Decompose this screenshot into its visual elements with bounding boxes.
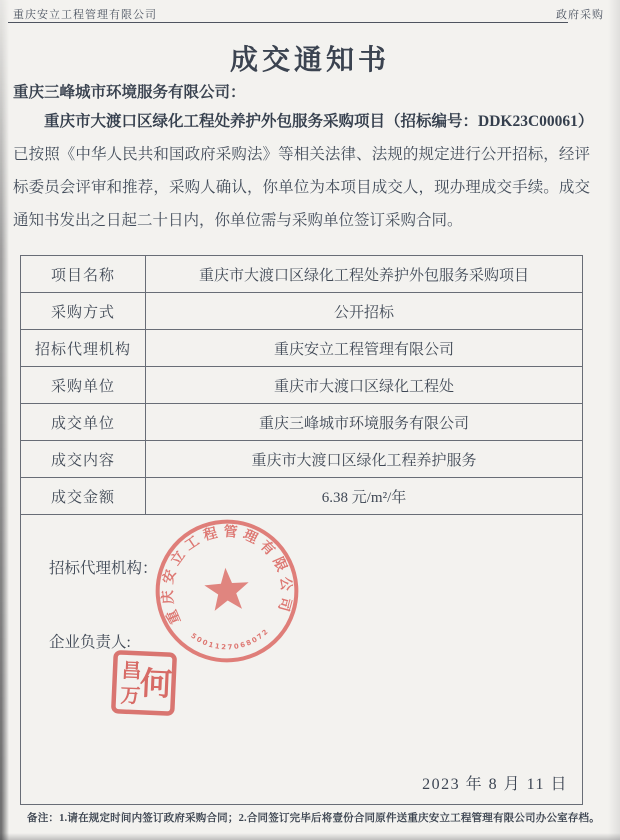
seal-char-top-left: 昌: [121, 660, 142, 683]
project-name-bold: 重庆市大渡口区绿化工程处养护外包服务采购项目（招标编号：DDK23C00061）: [44, 113, 594, 130]
row-value: 重庆市大渡口区绿化工程养护服务: [146, 441, 583, 478]
seal-code-text: 5001127068072: [189, 626, 271, 652]
company-round-seal: [142, 513, 312, 670]
table-row: [21, 404, 583, 441]
addressee-line: 重庆三峰城市环境服务有限公司：: [13, 84, 246, 101]
row-label: 招标代理机构: [21, 330, 146, 367]
scan-shadow-left: [0, 0, 9, 840]
table-row: [21, 367, 583, 404]
table-row: [21, 330, 583, 367]
row-label: 项目名称: [21, 256, 146, 293]
seal-char-right: 何: [139, 664, 173, 703]
document-date: 2023 年 8 月 11 日: [422, 776, 568, 793]
row-label: 采购单位: [21, 367, 146, 404]
signature-box: [20, 514, 583, 805]
row-value: 重庆安立工程管理有限公司: [146, 330, 583, 367]
agency-signature-label: 招标代理机构：: [49, 560, 158, 577]
row-label: 成交单位: [21, 404, 146, 441]
table-row: [21, 256, 583, 293]
row-value: 重庆三峰城市环境服务有限公司: [146, 404, 583, 441]
footer-note: 备注：1.请在规定时间内签订政府采购合同；2.合同签订完毕后将壹份合同原件送重庆安立工程管理有限公司办公室存档。: [27, 813, 600, 824]
seal-char-bottom-left: 万: [119, 684, 141, 708]
page-header: [13, 6, 604, 22]
table-row: [21, 478, 583, 515]
header-divider: [8, 22, 568, 23]
header-company-name: 重庆安立工程管理有限公司: [13, 9, 157, 21]
table-row: [21, 293, 583, 330]
row-label: 成交金额: [21, 478, 146, 515]
scan-shadow-right: [608, 0, 620, 840]
row-label: 成交内容: [21, 441, 146, 478]
scan-shadow-bottom: [0, 833, 620, 840]
table-row: [21, 441, 583, 478]
seal-company-text: 重庆安立工程管理有限公司: [159, 523, 295, 627]
manager-signature-label: 企业负责人:: [49, 634, 131, 651]
row-label: 采购方式: [21, 293, 146, 330]
body-text: 已按照《中华人民共和国政府采购法》等相关法律、法规的规定进行公开招标，经评标委员会评审和推荐，采购人确认，你单位为本项目成交人，现办理成交手续。成交通知书发出之日起二十日内，你单位需与采购单位签订采购合同。: [13, 146, 590, 229]
page-title: 成交通知书: [229, 45, 390, 76]
row-value: 重庆市大渡口区绿化工程处: [146, 367, 583, 404]
row-value: 6.38 元/m²/年: [146, 478, 583, 515]
personal-name-seal: [110, 649, 179, 718]
svg-text:5001127068072: [189, 626, 272, 654]
row-value: 公开招标: [146, 293, 583, 330]
row-value: 重庆市大渡口区绿化工程处养护外包服务采购项目: [146, 256, 583, 293]
body-paragraph: [13, 105, 594, 237]
header-category: 政府采购: [556, 9, 604, 21]
star-icon: [203, 566, 250, 611]
award-info-table: [20, 255, 583, 515]
